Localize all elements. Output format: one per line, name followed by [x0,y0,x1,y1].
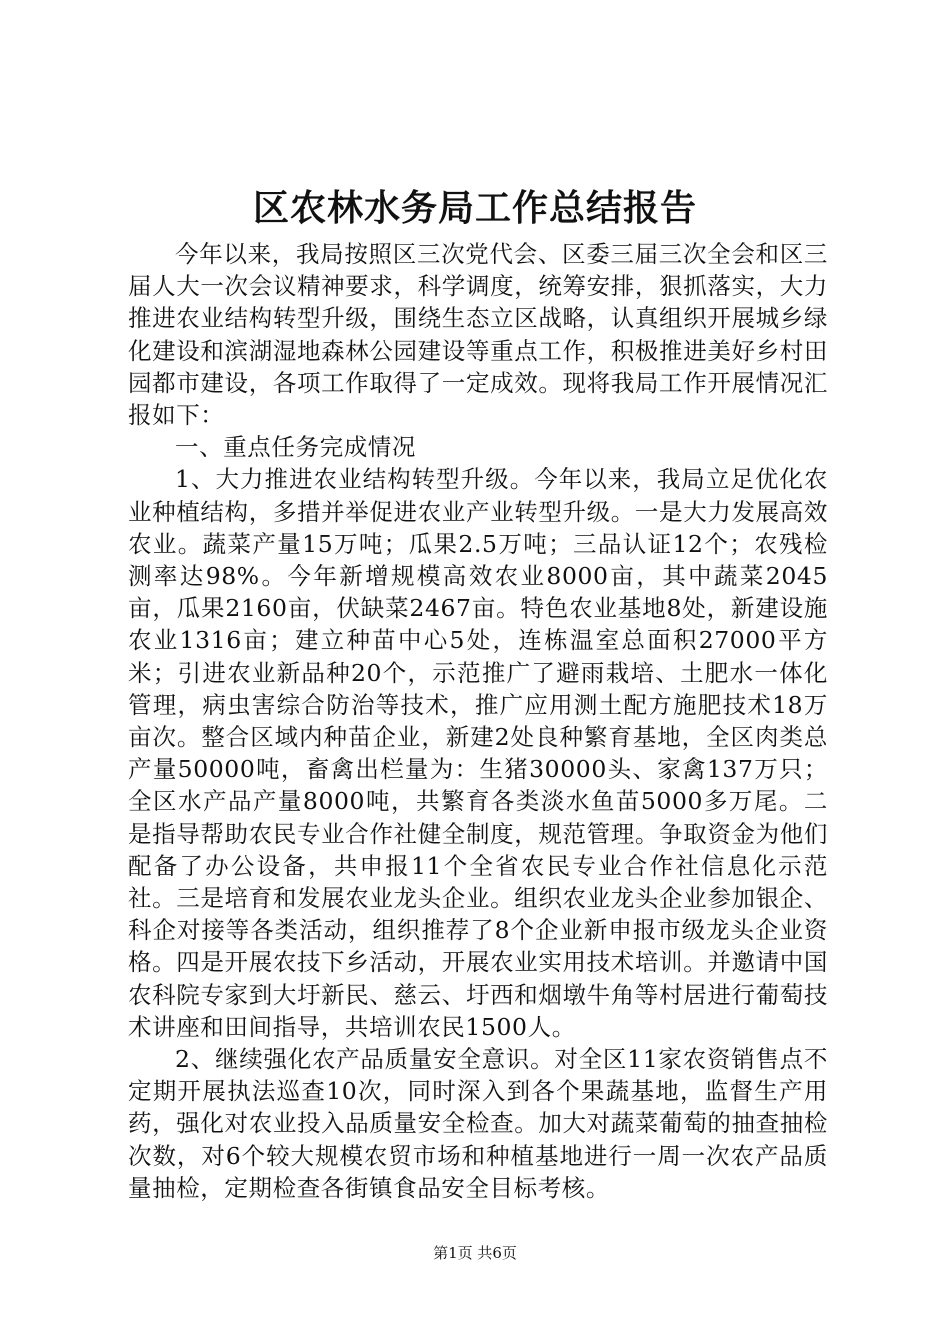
page-number-footer: 第1页 共6页 [433,1244,517,1262]
section-heading-key-tasks: 一、重点任务完成情况 [175,433,416,462]
document-body [128,238,828,1204]
paragraph-intro: 今年以来，我局按照区三次党代会、区委三届三次全会和区三届人大一次会议精神要求，科学调度，统筹安排，狠抓落实，大力推进农业结构转型升级，围绕生态立区战略，认真组织开展城乡绿化建设和滨湖湿地森林公园建设等重点工作，积极推进美好乡村田园都市建设，各项工作取得了一定成效。现将我局工作开展情况汇报如下： [128,240,828,430]
paragraph-agri-restructuring: 1、大力推进农业结构转型升级。今年以来，我局立足优化农业种植结构，多措并举促进农业产业转型升级。一是大力发展高效农业。蔬菜产量15万吨；瓜果2.5万吨；三品认证12个；农残检测率达98%。今年新增规模高效农业8000亩，其中蔬菜2045亩，瓜果2160亩，伏缺菜2467亩。特色农业基地8处，新建设施农业1316亩；建立种苗中心5处，连栋温室总面积27000平方米；引进农业新品种20个，示范推广了避雨栽培、土肥水一体化管理，病虫害综合防治等技术，推广应用测土配方施肥技术18万亩次。整合区域内种苗企业，新建2处良种繁育基地，全区肉类总产量50000吨，畜禽出栏量为：生猪30000头、家禽137万只；全区水产品产量8000吨，共繁育各类淡水鱼苗5000多万尾。二是指导帮助农民专业合作社健全制度，规范管理。争取资金为他们配备了办公设备，共申报11个全省农民专业合作社信息化示范社。三是培育和发展农业龙头企业。组织农业龙头企业参加银企、科企对接等各类活动，组织推荐了8个企业新申报市级龙头企业资格。四是开展农技下乡活动，开展农业实用技术培训。并邀请中国农科院专家到大圩新民、慈云、圩西和烟墩牛角等村居进行葡萄技术讲座和田间指导，共培训农民1500人。 [128,465,828,1041]
paragraph-quality-safety: 2、继续强化农产品质量安全意识。对全区11家农资销售点不定期开展执法巡查10次，同时深入到各个果蔬基地，监督生产用药，强化对农业投入品质量安全检查。加大对蔬菜葡萄的抽查抽检次数，对6个较大规模农贸市场和种植基地进行一周一次农产品质量抽检，定期检查各街镇食品安全目标考核。 [128,1045,828,1202]
document-title: 区农林水务局工作总结报告 [252,187,697,229]
